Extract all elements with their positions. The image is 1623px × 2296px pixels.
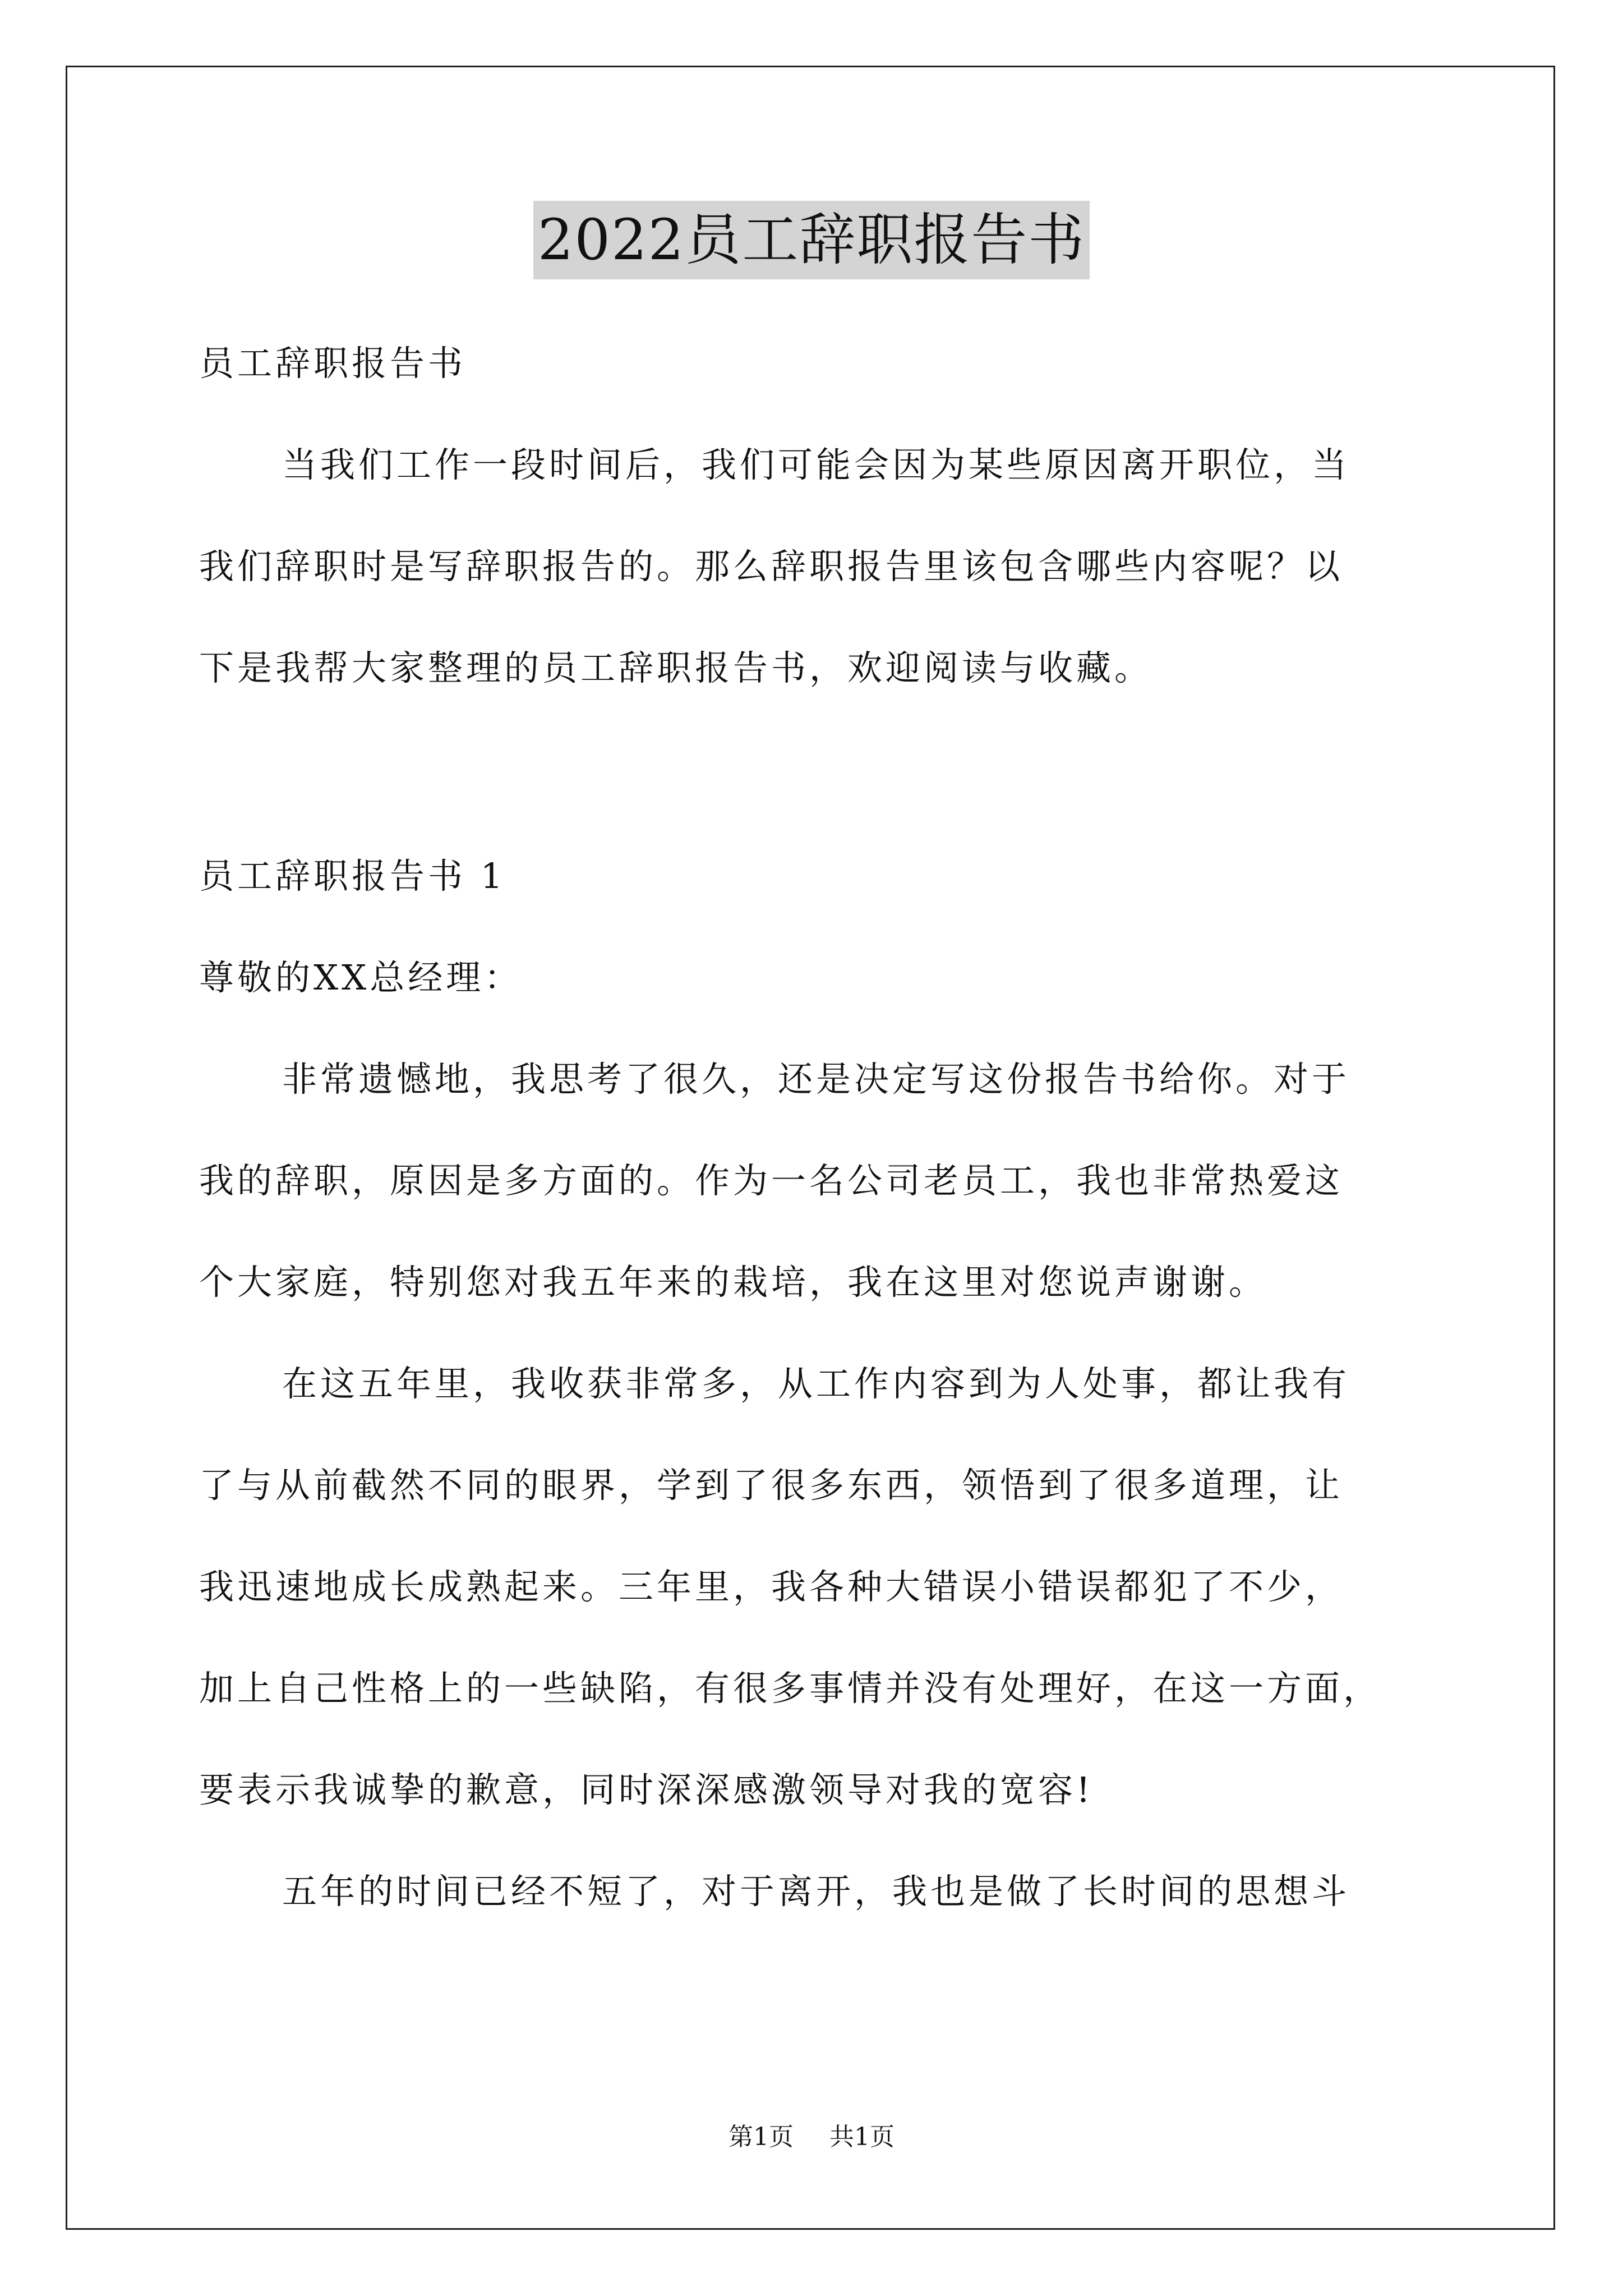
spacer bbox=[199, 1816, 1427, 1865]
spacer bbox=[199, 1512, 1427, 1560]
spacer bbox=[199, 390, 1427, 438]
spacer bbox=[199, 1207, 1427, 1255]
section-heading: 员工辞职报告书 1 bbox=[199, 855, 506, 896]
intro-line: 我们辞职时是写辞职报告的。那么辞职报告里该包含哪些内容呢？以 bbox=[199, 546, 1344, 587]
spacer bbox=[199, 1613, 1427, 1662]
spacer bbox=[199, 1004, 1427, 1052]
paragraph-line: 我的辞职，原因是多方面的。作为一名公司老员工，我也非常热爱这 bbox=[199, 1160, 1344, 1201]
title-wrapper bbox=[0, 201, 1623, 279]
paragraph-line: 了与从前截然不同的眼界，学到了很多东西，领悟到了很多道理，让 bbox=[199, 1465, 1344, 1506]
spacer bbox=[199, 491, 1427, 540]
paragraph-line: 我迅速地成长成熟起来。三年里，我各种大错误小错误都犯了不少， bbox=[199, 1566, 1344, 1607]
paragraph-line: 个大家庭，特别您对我五年来的栽培，我在这里对您说声谢谢。 bbox=[199, 1262, 1267, 1303]
document-body bbox=[199, 337, 1427, 1918]
paragraph-line: 加上自己性格上的一些缺陷，有很多事情并没有处理好，在这一方面， bbox=[199, 1668, 1382, 1709]
paragraph-line: 非常遗憾地，我思考了很久，还是决定写这份报告书给你。对于 bbox=[282, 1059, 1350, 1099]
paragraph-line: 要表示我诚挚的歉意，同时深深感激领导对我的宽容! bbox=[199, 1769, 1094, 1810]
spacer bbox=[199, 1410, 1427, 1458]
salutation: 尊敬的XX总经理： bbox=[199, 957, 523, 998]
page-footer bbox=[0, 2120, 1623, 2154]
spacer bbox=[199, 593, 1427, 641]
spacer bbox=[199, 903, 1427, 951]
subtitle: 员工辞职报告书 bbox=[199, 343, 467, 384]
spacer bbox=[199, 1715, 1427, 1763]
spacer bbox=[199, 694, 1427, 849]
spacer bbox=[199, 1309, 1427, 1357]
page-number-current: 第1页 bbox=[728, 2123, 794, 2151]
paragraph-line: 在这五年里，我收获非常多，从工作内容到为人处事，都让我有 bbox=[282, 1363, 1350, 1404]
intro-line: 当我们工作一段时间后，我们可能会因为某些原因离开职位，当 bbox=[282, 444, 1350, 485]
spacer bbox=[199, 1106, 1427, 1154]
page-number-total: 共1页 bbox=[829, 2123, 895, 2151]
document-title: 2022员工辞职报告书 bbox=[533, 201, 1090, 279]
paragraph-line: 五年的时间已经不短了，对于离开，我也是做了长时间的思想斗 bbox=[282, 1871, 1350, 1912]
intro-line: 下是我帮大家整理的员工辞职报告书，欢迎阅读与收藏。 bbox=[199, 647, 1153, 688]
